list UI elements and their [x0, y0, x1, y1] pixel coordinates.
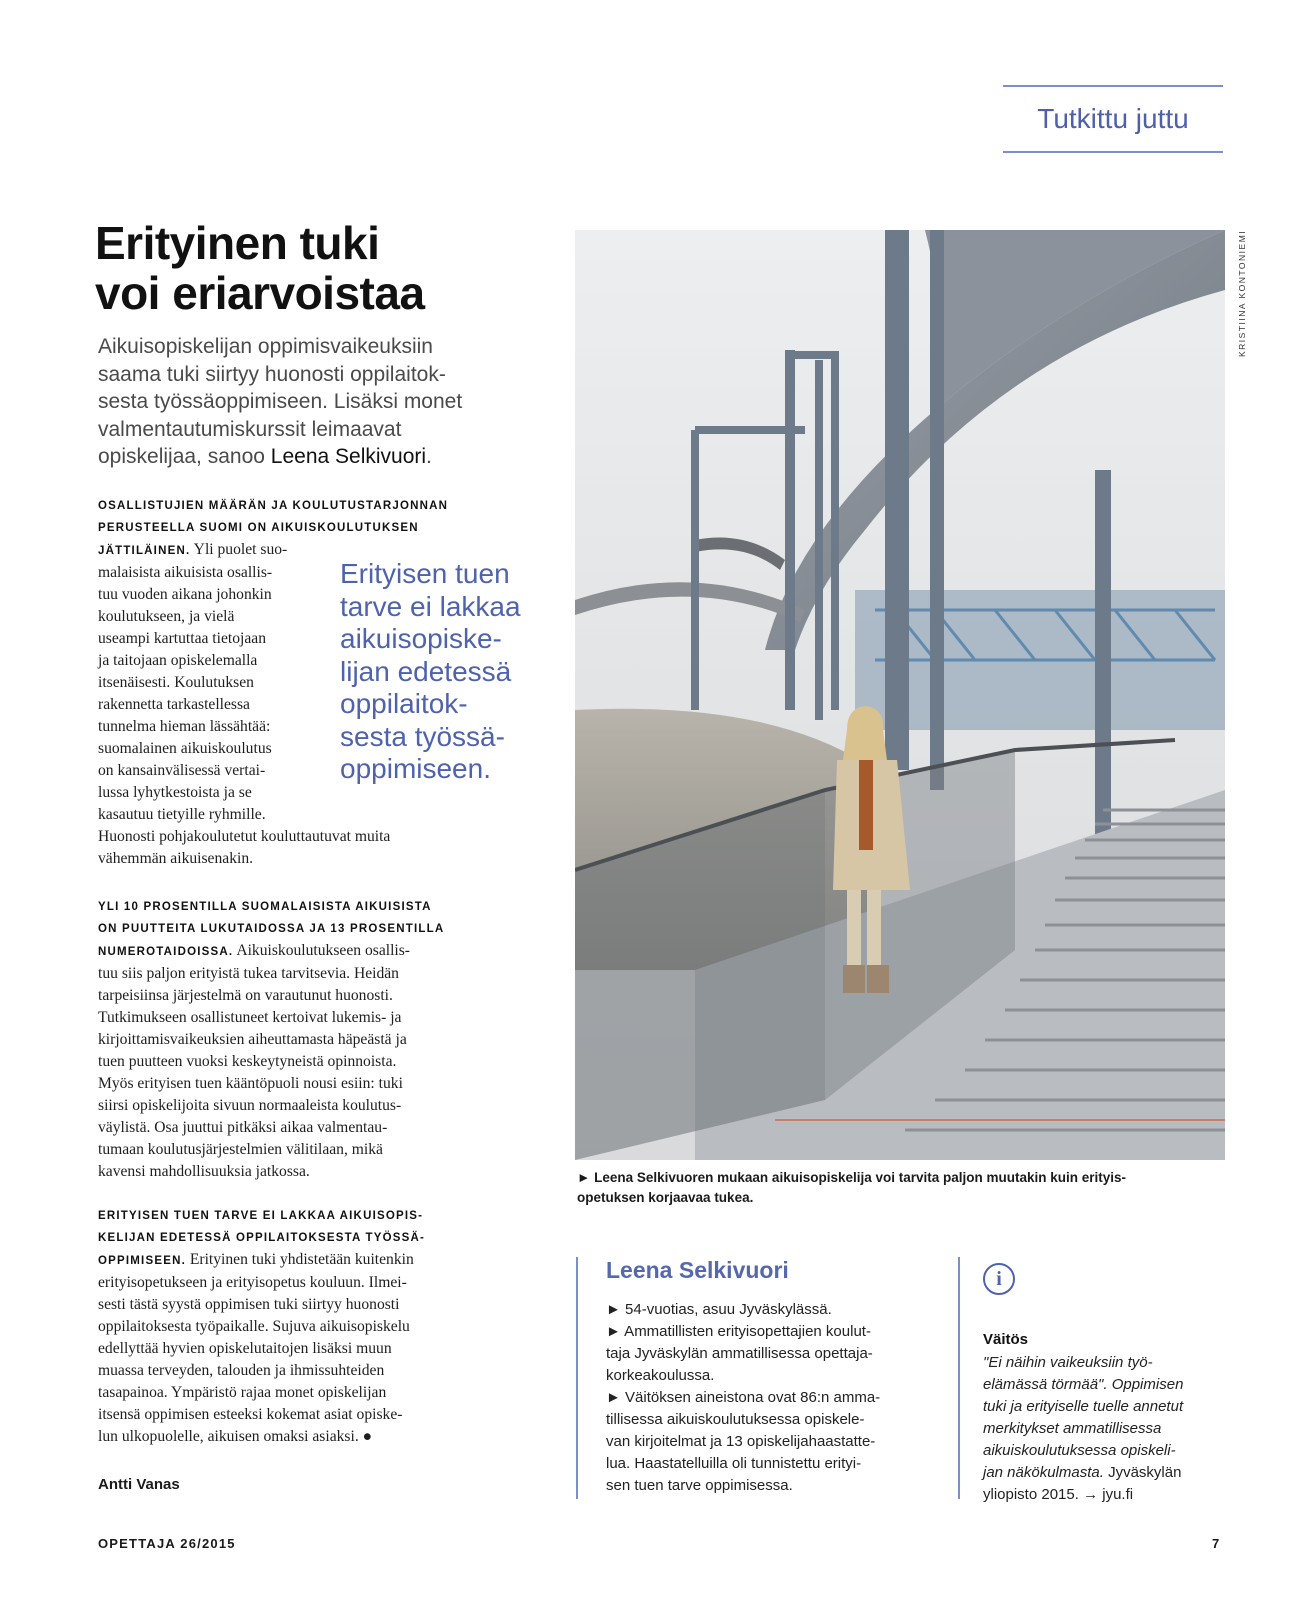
body-line: on kansainvälisessä vertai-	[98, 762, 266, 779]
body-text: Yli puolet suo-	[190, 541, 288, 558]
body-line: väylistä. Osa juuttui pitkäksi aikaa valmentau-	[98, 1119, 388, 1136]
factbox-line: taja Jyväskylän ammatillisessa opettaja-	[606, 1345, 873, 1362]
article-photo	[575, 230, 1225, 1160]
infobox-title: Väitös	[983, 1331, 1029, 1348]
paragraph-lead-caps: JÄTTILÄINEN.	[98, 545, 191, 557]
dissertation-infobox	[958, 1257, 1230, 1503]
page-number: 7	[1212, 1536, 1220, 1551]
body-line: tuen puutteen vuoksi keskeytyneistä opinnoista.	[98, 1053, 397, 1070]
body-paragraph-2	[98, 896, 568, 1183]
body-text: Erityinen tuki yhdistetään kuitenkin	[185, 1251, 414, 1268]
photo-credit: KRISTIINA KONTONIEMI	[1237, 230, 1247, 358]
infobox-link-line[interactable]: yliopisto 2015. → jyu.fi	[983, 1486, 1134, 1503]
person-factbox	[576, 1257, 928, 1499]
body-line: oppilaitoksesta työpaikalle. Sujuva aikuisopiskelu	[98, 1318, 410, 1335]
paragraph-lead-caps: ON PUUTTEITA LUKUTAIDOSSA JA 13 PROSENTILLA	[98, 923, 445, 935]
factbox-line: ► 54-vuotias, asuu Jyväskylässä.	[606, 1301, 832, 1318]
staircase-photo-illustration	[575, 230, 1225, 1160]
infobox-italic-line: tuki ja erityiselle tuelle annetut	[983, 1398, 1184, 1415]
factbox-body	[606, 1299, 936, 1497]
body-line: tunnelma hieman lässähtää:	[98, 718, 271, 735]
factbox-line: lua. Haastatelluilla oli tunnistettu erityi-	[606, 1455, 862, 1472]
body-line: tuu vuoden aikana johonkin	[98, 586, 272, 603]
infobox-italic-line: aikuiskoulutuksessa opiskeli-	[983, 1442, 1176, 1459]
body-line: itsensä oppimisen esteeksi kokemat asiat opiske-	[98, 1406, 403, 1423]
paragraph-lead-caps: ERITYISEN TUEN TARVE EI LAKKAA AIKUISOPIS-	[98, 1210, 424, 1222]
infobox-italic-line: merkitykset ammatillisessa	[983, 1420, 1162, 1437]
body-line: kasautuu tietyille ryhmille.	[98, 806, 266, 823]
paragraph-lead-caps: OPPIMISEEN.	[98, 1255, 186, 1267]
headline	[95, 218, 535, 318]
body-line: rakennetta tarkastellessa	[98, 696, 250, 713]
body-line: siirsi opiskelijoita sivuun normaaleista koulutus-	[98, 1097, 402, 1114]
body-line: kavensi mahdollisuuksia jatkossa.	[98, 1163, 310, 1180]
factbox-line: ► Ammatillisten erityisopettajien koulut-	[606, 1323, 871, 1340]
body-text: Aikuiskoulutukseen osallis-	[233, 942, 411, 959]
pull-quote	[340, 558, 560, 786]
pull-quote-line: Erityisen tuen	[340, 558, 510, 589]
body-line: suomalainen aikuiskoulutus	[98, 740, 272, 757]
infobox-text: Jyväskylän	[1103, 1464, 1182, 1481]
body-line: koulutukseen, ja vielä	[98, 608, 235, 625]
infobox-italic-line: elämässä törmää". Oppimisen	[983, 1376, 1184, 1393]
photo-caption	[577, 1168, 1217, 1208]
lead-line: saama tuki siirtyy huonosti oppilaitok-	[98, 362, 446, 386]
body-line: itsenäisesti. Koulutuksen	[98, 674, 254, 691]
factbox-title: Leena Selkivuori	[606, 1257, 789, 1283]
lead-line: sesta työssäoppimiseen. Lisäksi monet	[98, 390, 463, 413]
body-line: kirjoittamisvaikeuksien aiheuttamasta häpeästä ja	[98, 1031, 407, 1048]
headline-line: Erityinen tuki	[95, 217, 380, 269]
factbox-line: van kirjoitelmat ja 13 opiskelijahaastatte-	[606, 1433, 876, 1450]
lead-paragraph	[98, 333, 498, 471]
caption-line: ► Leena Selkivuoren mukaan aikuisopiskelija voi tarvita paljon muutakin kuin erityis-	[577, 1170, 1127, 1185]
body-line: useampi kartuttaa tietojaan	[98, 630, 266, 647]
body-line: edellyttää hyvien opiskelutaitojen lisäksi muun	[98, 1340, 392, 1357]
factbox-line: korkeakoulussa.	[606, 1367, 715, 1384]
body-line: sesti tästä syystä oppimisen tuki siirtyy huonosti	[98, 1296, 400, 1313]
body-line: Myös erityisen tuen kääntöpuoli nousi esiin: tuki	[98, 1075, 403, 1092]
headline-line: voi eriarvoistaa	[95, 267, 425, 319]
body-line: lussa lyhytkestoista ja se	[98, 784, 252, 801]
info-icon: i	[983, 1263, 1015, 1295]
body-line: tuu siis paljon erityistä tukea tarvitsevia. Heidän	[98, 965, 399, 982]
body-line: ja taitojaan opiskelemalla	[98, 652, 258, 669]
infobox-italic-line: "Ei näihin vaikeuksiin työ-	[983, 1354, 1153, 1371]
paragraph-lead-caps: KELIJAN EDETESSÄ OPPILAITOKSESTA TYÖSSÄ-	[98, 1232, 426, 1244]
factbox-line: sen tuen tarve oppimisessa.	[606, 1477, 793, 1494]
lead-line-prefix: opiskelijaa, sanoo	[98, 445, 271, 468]
lead-person-name: Leena Selkivuori	[270, 445, 427, 468]
paragraph-lead-caps: OSALLISTUJIEN MÄÄRÄN JA KOULUTUSTARJONNAN	[98, 500, 449, 512]
body-line: malaisista aikuisista osallis-	[98, 564, 273, 581]
paragraph-lead-caps: YLI 10 PROSENTILLA SUOMALAISISTA AIKUISISTA	[98, 901, 432, 913]
section-tag: Tutkittu juttu	[1003, 85, 1223, 153]
pull-quote-line: oppimiseen.	[340, 753, 491, 784]
pull-quote-line: aikuisopiske-	[340, 623, 502, 654]
body-line: lun ulkopuolelle, aikuisen omaksi asiaksi. ●	[98, 1428, 373, 1445]
pull-quote-line: oppilaitok-	[340, 688, 468, 719]
body-line: vähemmän aikuisenakin.	[98, 850, 254, 867]
body-line: muassa terveyden, talouden ja ihmissuhteiden	[98, 1362, 385, 1379]
pull-quote-line: sesta työssä-	[340, 720, 505, 752]
body-line: tumaan koulutusjärjestelmien välitilaan, mikä	[98, 1141, 383, 1158]
pull-quote-line: lijan edetessä	[340, 655, 512, 687]
infobox-body	[983, 1352, 1233, 1506]
paragraph-lead-caps: PERUSTEELLA SUOMI ON AIKUISKOULUTUKSEN	[98, 522, 419, 534]
paragraph-lead-caps: NUMEROTAIDOISSA.	[98, 946, 234, 958]
publication-issue: OPETTAJA 26/2015	[98, 1536, 236, 1551]
caption-line: opetuksen korjaavaa tukea.	[577, 1190, 754, 1205]
pull-quote-line: tarve ei lakkaa	[340, 590, 521, 622]
author-byline: Antti Vanas	[98, 1476, 180, 1493]
lead-line: Aikuisopiskelijan oppimisvaikeuksiin	[98, 335, 433, 358]
lead-line-suffix: .	[426, 445, 432, 468]
body-line: Tutkimukseen osallistuneet kertoivat lukemis- ja	[98, 1009, 402, 1026]
lead-line: valmentautumiskurssit leimaavat	[98, 417, 402, 441]
body-paragraph-3	[98, 1205, 568, 1448]
body-line: Huonosti pohjakoulutetut kouluttautuvat muita	[98, 828, 391, 845]
body-line: tarpeisiinsa järjestelmä on varautunut huonosti.	[98, 987, 393, 1004]
body-line: tasapainoa. Ympäristö rajaa monet opiskelijan	[98, 1384, 387, 1401]
factbox-line: tillisessa aikuiskoulutuksessa opiskele-	[606, 1411, 865, 1428]
body-line: erityisopetukseen ja erityisopetus kouluun. Ilmei-	[98, 1274, 407, 1291]
factbox-line: ► Väitöksen aineistona ovat 86:n amma-	[606, 1389, 881, 1406]
lead-line	[98, 443, 498, 471]
infobox-italic-line: jan näkökulmasta.	[983, 1464, 1104, 1481]
